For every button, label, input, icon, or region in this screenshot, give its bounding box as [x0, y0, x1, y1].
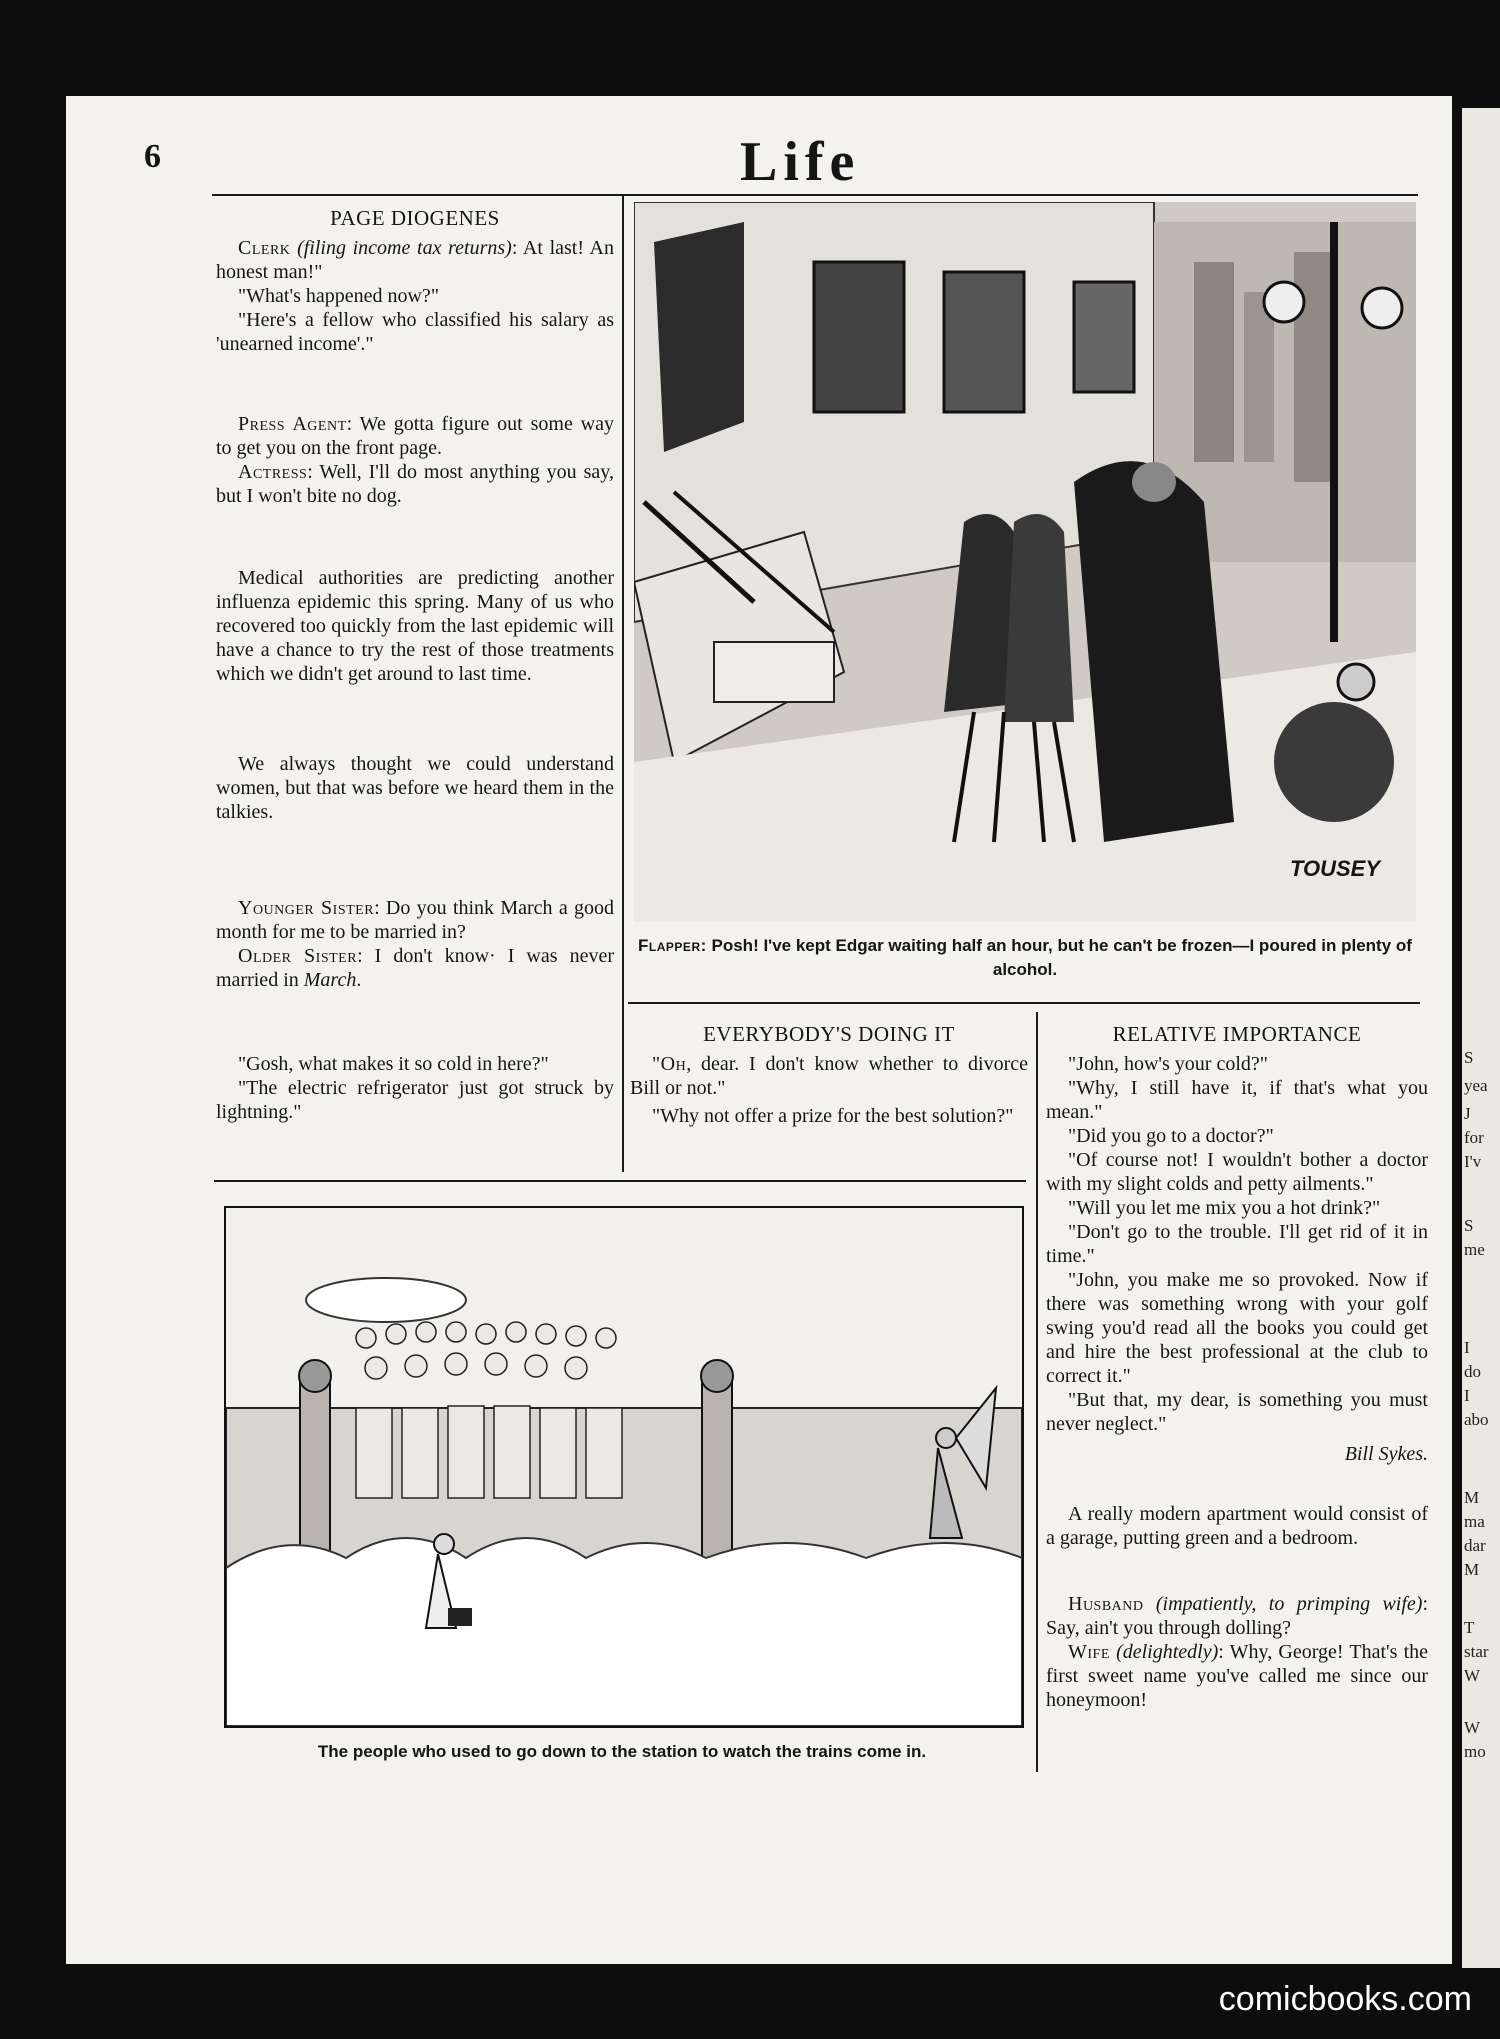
cartoon-drawing [226, 1208, 1022, 1726]
author-signature: Bill Sykes. [1344, 1443, 1428, 1465]
header-rule [212, 194, 1418, 196]
joke-text: We always thought we could understand women, but that was before we heard them in the talkies. [216, 753, 614, 823]
site-watermark: comicbooks.com [1218, 1980, 1472, 2018]
joke-text: Husband (impatiently, to primping wife): Say, ain't you through dolling? [1046, 1593, 1428, 1639]
joke-text: Medical authorities are predicting another influenza epidemic this spring. Many of us who recovered too quickly from the last epidemic will have a chance to try the rest of those treatments which we didn't get around to last time. [216, 567, 614, 685]
next-page-fragment: for [1464, 1128, 1484, 1147]
section-rule [214, 1180, 1026, 1182]
joke-text: Press Agent: We gotta figure out some way to get you on the front page. [216, 413, 615, 459]
next-page-fragment: do [1464, 1362, 1481, 1381]
next-page-fragment: J [1464, 1104, 1471, 1123]
joke-text: Actress: Well, I'll do most anything you say, but I won't bite no dog. [216, 461, 614, 507]
dialogue-line: "Why, I still have it, if that's what you mean." [1046, 1077, 1428, 1123]
dialogue-line: "Will you let me mix you a hot drink?" [1068, 1197, 1381, 1219]
joke-text: "Why not offer a prize for the best solution?" [652, 1105, 1014, 1127]
artist-signature: TOUSEY [1289, 856, 1380, 881]
joke-text: "Gosh, what makes it so cold in here?" [238, 1053, 549, 1075]
column-divider [1036, 1012, 1038, 1772]
left-column [216, 206, 614, 1124]
next-page-fragment: me [1464, 1240, 1485, 1259]
joke-text: Older Sister: I don't know· I was never married in March. [216, 945, 614, 991]
top-cartoon-caption: Flapper: Posh! I've kept Edgar waiting half an hour, but he can't be frozen—I poured in plenty of alcohol. [638, 936, 1412, 979]
joke-text: "What's happened now?" [238, 285, 439, 307]
cartoon-street-scene [634, 202, 1416, 922]
joke-text: Clerk (filing income tax returns): At last! An honest man!" [216, 237, 615, 283]
right-column [1046, 1022, 1428, 1712]
bottom-cartoon-caption: The people who used to go down to the station to watch the trains come in. [317, 1742, 927, 1761]
heading-page-diogenes: PAGE DIOGENES [330, 206, 500, 230]
next-page-fragment: S [1464, 1048, 1474, 1067]
heading-relative-importance: RELATIVE IMPORTANCE [1112, 1022, 1362, 1046]
next-page-fragment: I [1464, 1386, 1470, 1405]
next-page-fragment: T [1464, 1618, 1475, 1637]
next-page-fragment: star [1464, 1642, 1489, 1661]
adjacent-page-edge [1462, 108, 1500, 1968]
joke-text: A really modern apartment would consist of a garage, putting green and a bedroom. [1046, 1503, 1428, 1549]
dialogue-line: "Of course not! I wouldn't bother a doctor with my slight colds and petty ailments." [1046, 1149, 1428, 1195]
next-page-fragment: W [1464, 1666, 1481, 1685]
masthead-title: Life [740, 131, 861, 193]
next-page-fragment: ma [1464, 1512, 1485, 1531]
page-number: 6 [144, 138, 161, 175]
joke-text: "Oh, dear. I don't know whether to divorce Bill or not." [630, 1053, 1028, 1099]
dialogue-line: "Don't go to the trouble. I'll get rid of it in time." [1046, 1221, 1428, 1267]
next-page-fragment: S [1464, 1216, 1474, 1235]
next-page-fragment: dar [1464, 1536, 1486, 1555]
next-page-fragment: W [1464, 1718, 1481, 1737]
next-page-fragment: mo [1464, 1742, 1486, 1761]
next-page-fragment: yea [1464, 1076, 1488, 1095]
dialogue-line: "But that, my dear, is something you must never neglect." [1046, 1389, 1428, 1435]
section-rule [628, 1002, 1420, 1004]
cartoon-heaven-scene [224, 1206, 1024, 1728]
joke-text: "Here's a fellow who classified his salary as 'unearned income'." [216, 309, 614, 355]
next-page-fragment: I'v [1464, 1152, 1482, 1171]
next-page-fragment: I [1464, 1338, 1470, 1357]
dialogue-line: "John, you make me so provoked. Now if there was something wrong with your golf swing you'd read all the books you could get and hire the best professional at the club to correct it." [1046, 1269, 1428, 1387]
next-page-fragment: M [1464, 1488, 1480, 1507]
heading-everybodys-doing-it: EVERYBODY'S DOING IT [703, 1022, 955, 1046]
dialogue-line: "Did you go to a doctor?" [1068, 1125, 1274, 1147]
middle-column [630, 1022, 1028, 1128]
next-page-fragment: M [1464, 1560, 1480, 1579]
dialogue-line: "John, how's your cold?" [1068, 1053, 1268, 1075]
next-page-fragment: abo [1464, 1410, 1489, 1429]
joke-text: Younger Sister: Do you think March a good month for me to be married in? [216, 897, 614, 943]
joke-text: Wife (delightedly): Why, George! That's the first sweet name you've called me since our honeymoon! [1046, 1641, 1429, 1711]
joke-text: "The electric refrigerator just got struck by lightning." [216, 1077, 614, 1123]
column-divider [622, 196, 624, 1172]
cartoon-drawing [634, 202, 1416, 922]
